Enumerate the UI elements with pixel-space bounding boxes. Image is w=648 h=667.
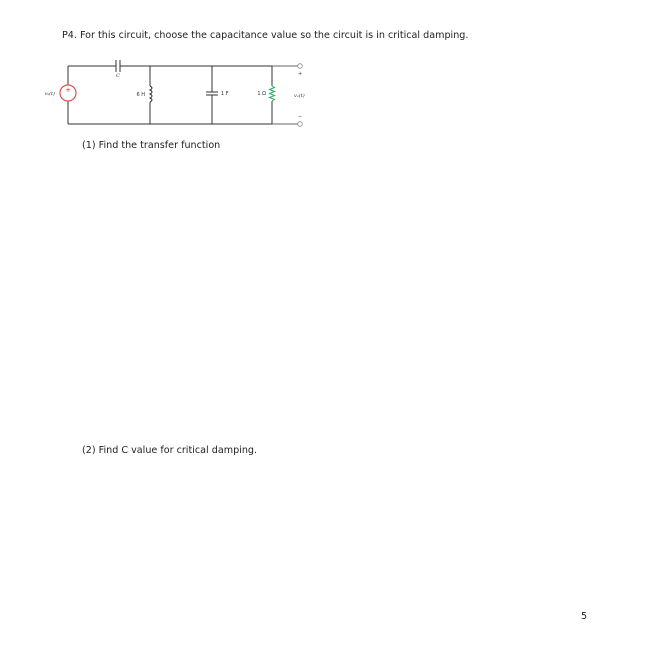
capacitor-c	[111, 60, 125, 72]
voltage-source	[60, 85, 76, 101]
output-plus-label: +	[298, 71, 303, 77]
capacitor-1f-label: 1 F	[221, 91, 229, 97]
resistor-label: 1 Ω	[257, 91, 266, 97]
output-minus-label: −	[298, 114, 303, 120]
capacitor-1f	[206, 92, 218, 95]
output-minus-terminal	[298, 122, 303, 127]
problem-title: P4. For this circuit, choose the capacitance value so the circuit is in critical damping.	[62, 30, 469, 41]
resistor	[270, 86, 275, 101]
question-2: (2) Find C value for critical damping.	[82, 445, 258, 456]
capacitor-c-label: C	[116, 73, 120, 79]
inductor	[150, 86, 152, 102]
output-label: vₒ(t)	[294, 93, 305, 99]
page-number: 5	[581, 611, 588, 622]
source-plus-sign: +	[65, 86, 71, 94]
inductor-label: 6 H	[136, 92, 145, 98]
question-1: (1) Find the transfer function	[82, 140, 221, 151]
source-label: vₛ(t)	[44, 91, 55, 97]
output-plus-terminal	[298, 64, 303, 69]
